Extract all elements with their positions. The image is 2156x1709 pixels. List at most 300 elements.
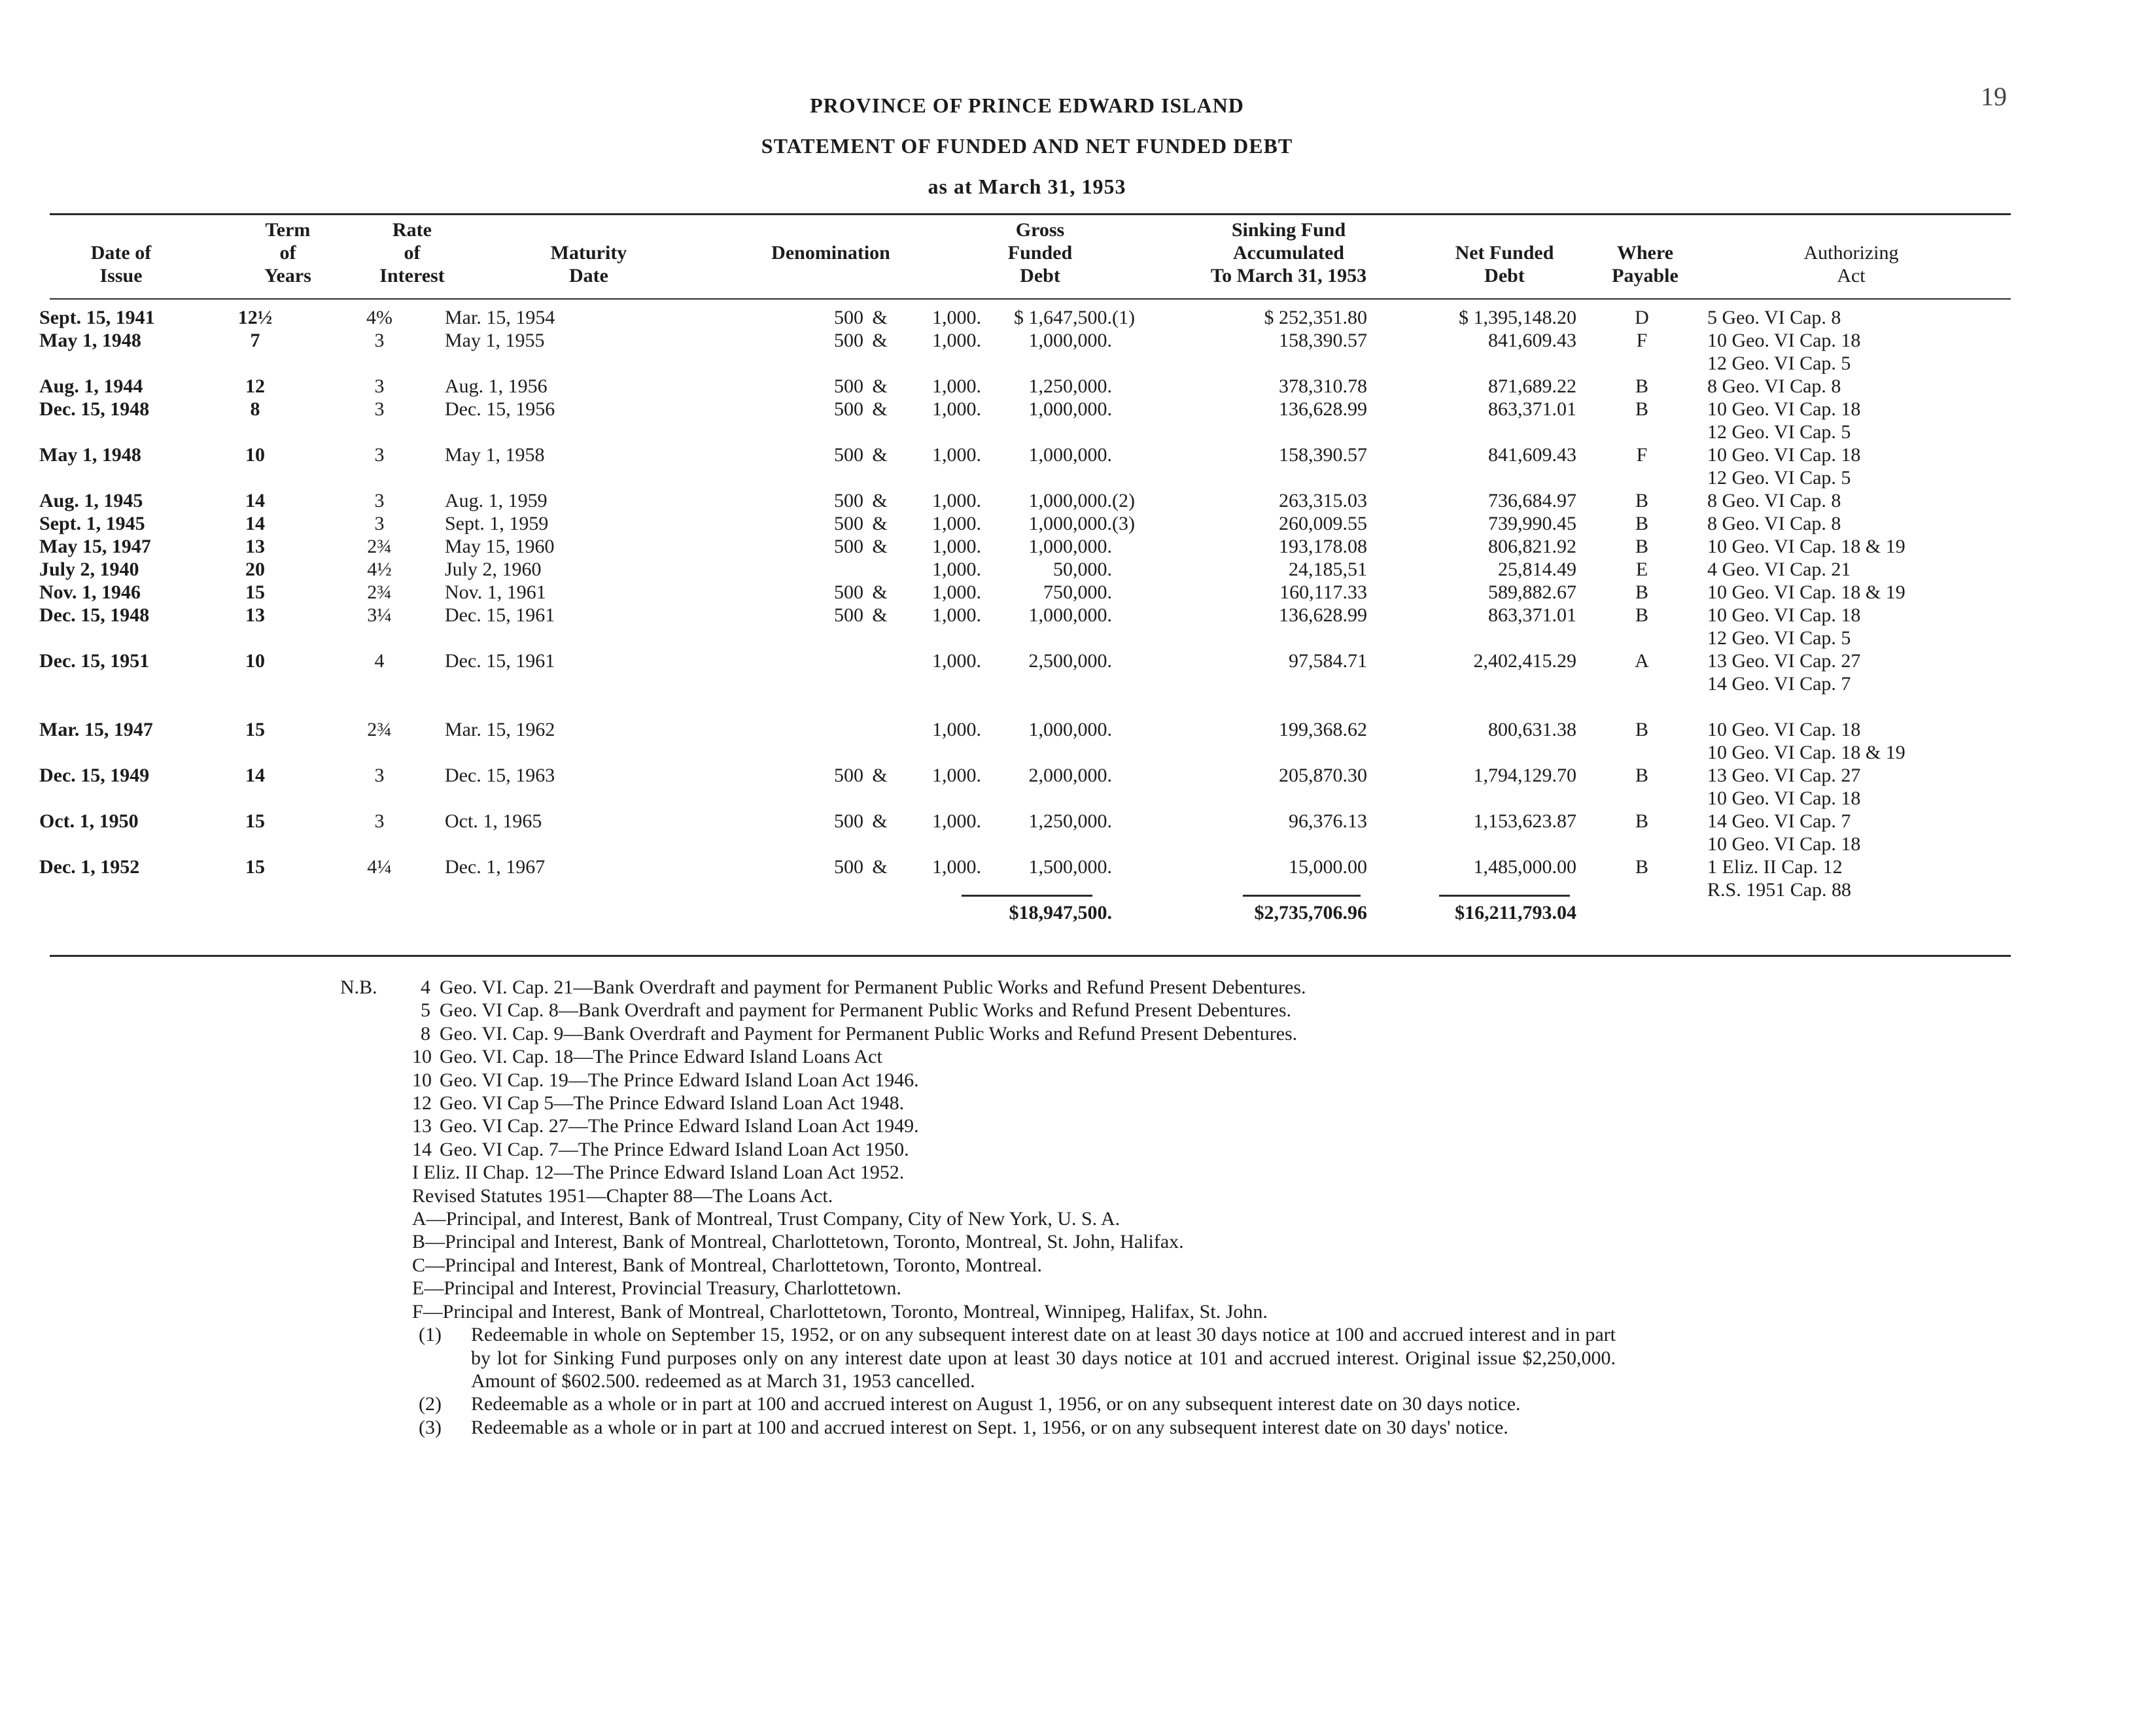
cell-maturity-text: Dec. 15, 1956	[445, 398, 555, 420]
cell-where-payable-text: E	[1635, 559, 1648, 580]
authorizing-act-line: 10 Geo. VI Cap. 18	[1707, 833, 1861, 855]
cell-gross-debt-text: 2,000,000.	[1028, 765, 1112, 786]
cell-rate-text: 4%	[366, 307, 392, 328]
cell-maturity-text: May 1, 1958	[445, 444, 545, 466]
cell-sinking-fund	[1177, 512, 1367, 535]
cell-gross-debt	[981, 558, 1112, 581]
table-row	[39, 649, 1943, 695]
cell-gross-debt-text: 50,000.	[1053, 559, 1112, 580]
cell-maturity-text: Dec. 15, 1963	[445, 765, 555, 786]
cell-footnote-ref	[1112, 695, 1177, 764]
cell-maturity-text: Aug. 1, 1956	[445, 375, 548, 397]
denomination-values	[628, 649, 981, 672]
cell-rate-text: 3	[374, 330, 385, 351]
denomination-small: 500	[834, 330, 863, 351]
footnote	[412, 1392, 1720, 1415]
authorizing-act-line: 10 Geo. VI Cap. 18 & 19	[1707, 742, 1905, 763]
footnote-text: Redeemable as a whole or in part at 100 and accrued interest on August 1, 1956, or on any subsequent interest date on 30 days notice.	[471, 1393, 1521, 1415]
cell-net-debt	[1367, 489, 1576, 512]
act-note-number: 14	[412, 1138, 432, 1160]
cell-sinking-fund-text: 96,376.13	[1289, 810, 1367, 832]
header-date-of-issue: Date of Issue	[90, 242, 152, 286]
cell-term	[196, 535, 314, 558]
cell-sinking-fund-text: 199,368.62	[1279, 719, 1367, 740]
cell-maturity	[445, 764, 628, 810]
cell-denomination	[628, 443, 981, 489]
cell-date-of-issue	[39, 764, 196, 810]
cell-gross-debt	[981, 329, 1112, 375]
cell-date-of-issue-text: Dec. 15, 1951	[39, 650, 150, 672]
totals-blank	[445, 901, 628, 924]
authorizing-act-line: 14 Geo. VI Cap. 7	[1707, 673, 1851, 695]
denomination-values	[628, 375, 981, 398]
act-note-line	[412, 976, 1720, 999]
cell-term	[196, 443, 314, 489]
act-note-number: 4	[421, 976, 430, 998]
cell-date-of-issue-text: Oct. 1, 1950	[39, 810, 139, 832]
header-where-payable: Where Payable	[1612, 242, 1678, 286]
cell-gross-debt-text: $ 1,647,500.	[1014, 307, 1112, 328]
cell-date-of-issue-text: Aug. 1, 1944	[39, 375, 143, 397]
cell-where-payable	[1576, 375, 1707, 398]
denomination-ampersand: &	[872, 810, 888, 832]
cell-denomination	[628, 558, 981, 581]
denomination-small: 500	[834, 810, 863, 832]
denomination-large: 1,000.	[932, 810, 981, 832]
cell-maturity	[445, 489, 628, 512]
cell-term-text: 12	[245, 375, 265, 397]
table-row	[39, 535, 1943, 558]
denomination-ampersand: &	[872, 765, 888, 786]
authorizing-act-line: 10 Geo. VI Cap. 18 & 19	[1707, 581, 1905, 603]
cell-term	[196, 398, 314, 443]
cell-date-of-issue-text: May 1, 1948	[39, 330, 141, 351]
cell-maturity	[445, 558, 628, 581]
cell-net-debt	[1367, 329, 1576, 375]
cell-where-payable-text: A	[1635, 650, 1649, 672]
cell-sinking-fund	[1177, 489, 1367, 512]
cell-rate	[314, 810, 445, 855]
cell-term-text: 10	[245, 650, 265, 672]
denomination-small: 500	[834, 513, 863, 534]
cell-where-payable	[1576, 855, 1707, 901]
cell-footnote-ref	[1112, 855, 1177, 901]
payment-notes	[347, 1161, 1720, 1323]
cell-date-of-issue	[39, 375, 196, 398]
cell-net-debt-text: 863,371.01	[1488, 604, 1576, 626]
cell-term	[196, 512, 314, 535]
header-top-rule	[50, 213, 2011, 215]
cell-sinking-fund	[1177, 535, 1367, 558]
cell-gross-debt-text: 1,000,000.	[1028, 330, 1112, 351]
title-statement: STATEMENT OF FUNDED AND NET FUNDED DEBT	[761, 134, 1293, 158]
cell-rate-text: 2¾	[367, 719, 392, 740]
cell-maturity-text: Nov. 1, 1961	[445, 581, 546, 603]
cell-gross-debt-text: 750,000.	[1043, 581, 1112, 603]
footnote	[412, 1416, 1720, 1439]
totals-blank	[314, 901, 445, 924]
cell-denomination	[628, 604, 981, 649]
header-denomination: Denomination	[771, 242, 890, 264]
note-line: B—Principal and Interest, Bank of Montreal, Charlottetown, Toronto, Montreal, St. John, Halifax.	[412, 1231, 1184, 1253]
denomination-small: 500	[834, 307, 863, 328]
act-note-line	[412, 1045, 1720, 1068]
cell-net-debt	[1367, 810, 1576, 855]
denomination-ampersand: &	[872, 856, 888, 878]
cell-rate-text: 3	[374, 513, 385, 534]
denomination-large: 1,000.	[932, 581, 981, 603]
page-number: 19	[1981, 82, 2007, 111]
cell-date-of-issue-text: Dec. 15, 1948	[39, 398, 150, 420]
cell-term	[196, 855, 314, 901]
cell-sinking-fund-text: 205,870.30	[1279, 765, 1367, 786]
denomination-small: 500	[834, 536, 863, 557]
authorizing-act-line: 5 Geo. VI Cap. 8	[1707, 307, 1841, 328]
cell-rate-text: 3	[374, 765, 385, 786]
cell-denomination	[628, 535, 981, 558]
cell-rate	[314, 443, 445, 489]
cell-where-payable-text: B	[1635, 581, 1648, 603]
cell-authorizing-act	[1707, 764, 1943, 810]
statement-titles	[0, 85, 2054, 207]
cell-where-payable	[1576, 604, 1707, 649]
cell-rate	[314, 512, 445, 535]
cell-sinking-fund-text: 193,178.08	[1279, 536, 1367, 557]
cell-date-of-issue-text: Sept. 15, 1941	[39, 307, 155, 328]
table-row	[39, 443, 1943, 489]
authorizing-act-line: 13 Geo. VI Cap. 27	[1707, 650, 1861, 672]
cell-where-payable	[1576, 581, 1707, 604]
act-note-text: Geo. VI Cap. 7—The Prince Edward Island Loan Act 1950.	[440, 1138, 909, 1160]
denomination-large: 1,000.	[932, 444, 981, 466]
cell-gross-debt	[981, 764, 1112, 810]
cell-term-text: 12½	[237, 307, 273, 328]
denomination-values	[628, 604, 981, 627]
cell-gross-debt-text: 1,250,000.	[1028, 375, 1112, 397]
cell-sinking-fund	[1177, 398, 1367, 443]
cell-date-of-issue	[39, 306, 196, 329]
denomination-small: 500	[834, 765, 863, 786]
cell-gross-debt-text: 2,500,000.	[1028, 650, 1112, 672]
cell-denomination	[628, 512, 981, 535]
cell-term-text: 14	[245, 765, 265, 786]
cell-where-payable-text: B	[1635, 765, 1648, 786]
cell-authorizing-act	[1707, 649, 1943, 695]
table-row	[39, 489, 1943, 512]
cell-sinking-fund	[1177, 329, 1367, 375]
cell-maturity	[445, 810, 628, 855]
cell-maturity-text: Sept. 1, 1959	[445, 513, 549, 534]
cell-term-text: 13	[245, 536, 265, 557]
denomination-ampersand: &	[872, 490, 888, 511]
cell-date-of-issue-text: May 1, 1948	[39, 444, 141, 466]
denomination-ampersand: &	[872, 604, 888, 626]
note-line: Revised Statutes 1951—Chapter 88—The Loans Act.	[412, 1184, 833, 1207]
cell-net-debt-text: 871,689.22	[1488, 375, 1576, 397]
authorizing-act-line: 12 Geo. VI Cap. 5	[1707, 627, 1851, 649]
authorizing-act-line: 8 Geo. VI Cap. 8	[1707, 513, 1841, 534]
authorizing-act-line: 10 Geo. VI Cap. 18	[1707, 330, 1861, 351]
cell-footnote-ref	[1112, 558, 1177, 581]
cell-gross-debt-text: 1,000,000.	[1028, 398, 1112, 420]
cell-where-payable	[1576, 810, 1707, 855]
cell-rate-text: 4	[374, 650, 385, 672]
cell-date-of-issue	[39, 604, 196, 649]
cell-where-payable	[1576, 398, 1707, 443]
act-note-line	[412, 1092, 1720, 1114]
cell-authorizing-act	[1707, 695, 1943, 764]
cell-maturity-text: Dec. 15, 1961	[445, 650, 555, 672]
cell-net-debt-text: 589,882.67	[1488, 581, 1576, 603]
cell-net-debt	[1367, 443, 1576, 489]
cell-net-debt-text: 863,371.01	[1488, 398, 1576, 420]
cell-date-of-issue-text: May 15, 1947	[39, 536, 151, 557]
cell-gross-debt	[981, 695, 1112, 764]
cell-where-payable	[1576, 443, 1707, 489]
cell-where-payable	[1576, 535, 1707, 558]
act-note-text: Geo. VI. Cap. 9—Bank Overdraft and Payment for Permanent Public Works and Refund Present Debentures.	[440, 1022, 1298, 1044]
cell-term-text: 7	[250, 330, 260, 351]
act-note-text: Geo. VI Cap. 19—The Prince Edward Island Loan Act 1946.	[440, 1069, 919, 1091]
cell-gross-debt-text: 1,000,000.	[1028, 513, 1112, 534]
cell-net-debt	[1367, 695, 1576, 764]
table-row	[39, 398, 1943, 443]
cell-gross-debt	[981, 512, 1112, 535]
header-term: Term of Years	[264, 219, 311, 286]
cell-maturity	[445, 695, 628, 764]
cell-footnote-ref	[1112, 398, 1177, 443]
cell-authorizing-act	[1707, 489, 1943, 512]
table-row	[39, 558, 1943, 581]
denomination-values	[628, 581, 981, 604]
cell-sinking-fund	[1177, 306, 1367, 329]
cell-where-payable	[1576, 512, 1707, 535]
cell-maturity-text: Mar. 15, 1954	[445, 307, 555, 328]
cell-date-of-issue-text: Dec. 15, 1948	[39, 604, 150, 626]
cell-where-payable-text: F	[1636, 330, 1648, 351]
act-spacer	[1707, 695, 1943, 718]
cell-rate-text: 3	[374, 375, 385, 397]
cell-rate-text: 3	[374, 810, 385, 832]
cell-date-of-issue	[39, 855, 196, 901]
cell-denomination	[628, 398, 981, 443]
total-net-debt: $16,211,793.04	[1455, 902, 1576, 924]
cell-where-payable	[1576, 695, 1707, 764]
authorizing-act-line: 8 Geo. VI Cap. 8	[1707, 375, 1841, 397]
footnote-text: Redeemable in whole on September 15, 1952, or on any subsequent interest date on at least 30 days notice at 100 and accrued interest and in part by lot for Sinking Fund purposes only on any interest date upon at least 30 days notice at 101 and accrued interest. Original issue $2,250,000. Amount of $602.500. redeemed as at March 31, 1953 cancelled.	[471, 1324, 1616, 1392]
cell-where-payable	[1576, 329, 1707, 375]
cell-rate	[314, 558, 445, 581]
cell-maturity-text: July 2, 1960	[445, 559, 542, 580]
authorizing-act-line: 10 Geo. VI Cap. 18	[1707, 719, 1861, 740]
cell-date-of-issue	[39, 398, 196, 443]
cell-footnote-ref	[1112, 329, 1177, 375]
table-row	[39, 581, 1943, 604]
cell-term	[196, 604, 314, 649]
cell-authorizing-act	[1707, 443, 1943, 489]
cell-authorizing-act	[1707, 855, 1943, 901]
denomination-large: 1,000.	[932, 536, 981, 557]
cell-term-text: 15	[245, 581, 265, 603]
authorizing-act-line: 10 Geo. VI Cap. 18	[1707, 398, 1861, 420]
cell-footnote-ref-text: (3)	[1112, 513, 1135, 534]
cell-sinking-fund-text: 136,628.99	[1279, 398, 1367, 420]
cell-sinking-fund	[1177, 695, 1367, 764]
cell-maturity	[445, 398, 628, 443]
cell-sinking-fund	[1177, 581, 1367, 604]
cell-where-payable-text: D	[1635, 307, 1649, 328]
header-bottom-rule	[50, 298, 2011, 300]
cell-maturity	[445, 512, 628, 535]
cell-term	[196, 581, 314, 604]
table-bottom-rule	[50, 955, 2011, 957]
total-gross-debt: $18,947,500.	[1009, 902, 1112, 924]
cell-footnote-ref	[1112, 810, 1177, 855]
denomination-large: 1,000.	[932, 765, 981, 786]
totals-blank	[628, 901, 981, 924]
cell-denomination	[628, 649, 981, 695]
cell-gross-debt	[981, 398, 1112, 443]
cell-maturity	[445, 855, 628, 901]
cell-term-text: 8	[250, 398, 260, 420]
denomination-small: 500	[834, 375, 863, 397]
cell-denomination	[628, 764, 981, 810]
cell-rate-text: 4¼	[367, 856, 392, 878]
denomination-large: 1,000.	[932, 490, 981, 511]
cell-gross-debt	[981, 489, 1112, 512]
note-line: A—Principal, and Interest, Bank of Montreal, Trust Company, City of New York, U. S. A.	[412, 1208, 1121, 1230]
table-row	[39, 329, 1943, 375]
cell-denomination	[628, 375, 981, 398]
authorizing-act-line: R.S. 1951 Cap. 88	[1707, 879, 1852, 901]
authorizing-act-line: 4 Geo. VI Cap. 21	[1707, 559, 1851, 580]
act-note-number: 12	[412, 1092, 432, 1114]
cell-footnote-ref	[1112, 535, 1177, 558]
cell-net-debt	[1367, 649, 1576, 695]
cell-maturity-text: May 15, 1960	[445, 536, 555, 557]
cell-gross-debt-text: 1,000,000.	[1028, 604, 1112, 626]
cell-where-payable-text: B	[1635, 536, 1648, 557]
cell-maturity	[445, 329, 628, 375]
cell-authorizing-act	[1707, 581, 1943, 604]
cell-rate	[314, 695, 445, 764]
cell-footnote-ref	[1112, 581, 1177, 604]
table-row	[39, 695, 1943, 764]
cell-gross-debt	[981, 649, 1112, 695]
cell-rate-text: 3	[374, 398, 385, 420]
cell-gross-debt	[981, 306, 1112, 329]
cell-denomination	[628, 855, 981, 901]
cell-net-debt	[1367, 764, 1576, 810]
cell-date-of-issue	[39, 810, 196, 855]
cell-rate	[314, 398, 445, 443]
denomination-small: 500	[834, 490, 863, 511]
cell-date-of-issue	[39, 512, 196, 535]
totals-row	[39, 901, 1943, 924]
cell-denomination	[628, 489, 981, 512]
header-authorizing-act: Authorizing Act	[1803, 242, 1899, 286]
denomination-small: 500	[834, 604, 863, 626]
cell-net-debt-text: 841,609.43	[1488, 330, 1576, 351]
nb-label: N.B.	[340, 976, 377, 998]
denomination-large: 1,000.	[932, 330, 981, 351]
cell-rate-text: 3	[374, 490, 385, 511]
header-rate: Rate of Interest	[379, 219, 445, 286]
cell-maturity-text: Dec. 15, 1961	[445, 604, 555, 626]
denomination-large: 1,000.	[932, 856, 981, 878]
act-note-number: 13	[412, 1115, 432, 1137]
cell-footnote-ref	[1112, 306, 1177, 329]
denomination-ampersand: &	[872, 581, 888, 603]
cell-net-debt-text: 739,990.45	[1488, 513, 1576, 534]
authorizing-act-line: 12 Geo. VI Cap. 5	[1707, 467, 1851, 489]
cell-sinking-fund	[1177, 443, 1367, 489]
act-note-number: 10	[412, 1046, 432, 1068]
cell-gross-debt	[981, 443, 1112, 489]
cell-net-debt-text: 1,794,129.70	[1473, 765, 1576, 786]
denomination-ampersand: &	[872, 375, 888, 397]
authorizing-act-line: 10 Geo. VI Cap. 18	[1707, 604, 1861, 626]
cell-gross-debt-text: 1,500,000.	[1028, 856, 1112, 878]
act-note-line	[412, 999, 1720, 1022]
footnotes	[347, 1323, 1720, 1439]
cell-sinking-fund-text: 136,628.99	[1279, 604, 1367, 626]
denomination-values	[628, 764, 981, 787]
cell-maturity	[445, 604, 628, 649]
cell-rate	[314, 581, 445, 604]
totals-blank	[196, 901, 314, 924]
cell-where-payable-text: F	[1636, 444, 1648, 466]
cell-net-debt-text: 25,814.49	[1498, 559, 1576, 580]
cell-maturity	[445, 649, 628, 695]
authorizing-act-line: 8 Geo. VI Cap. 8	[1707, 490, 1841, 511]
act-note-line	[412, 1069, 1720, 1092]
cell-maturity	[445, 535, 628, 558]
cell-net-debt	[1367, 535, 1576, 558]
cell-footnote-ref	[1112, 764, 1177, 810]
cell-net-debt	[1367, 558, 1576, 581]
cell-rate	[314, 306, 445, 329]
note-line: I Eliz. II Chap. 12—The Prince Edward Island Loan Act 1952.	[412, 1162, 905, 1184]
cell-term	[196, 764, 314, 810]
cell-rate	[314, 535, 445, 558]
cell-net-debt	[1367, 581, 1576, 604]
denomination-small: 500	[834, 856, 863, 878]
authorizing-act-line: 12 Geo. VI Cap. 5	[1707, 421, 1851, 443]
denomination-values	[628, 512, 981, 535]
cell-rate	[314, 329, 445, 375]
footnote-mark: (1)	[419, 1324, 442, 1346]
act-note-number: 8	[421, 1022, 430, 1044]
act-note-number: 5	[421, 999, 430, 1022]
denomination-ampersand: &	[872, 307, 888, 328]
cell-term-text: 15	[245, 810, 265, 832]
footnote-mark: (2)	[419, 1393, 442, 1415]
cell-authorizing-act	[1707, 398, 1943, 443]
cell-rate-text: 2¾	[367, 536, 392, 557]
denomination-values	[628, 489, 981, 512]
footnote-mark: (3)	[419, 1416, 442, 1438]
cell-footnote-ref	[1112, 604, 1177, 649]
cell-term	[196, 489, 314, 512]
cell-rate	[314, 375, 445, 398]
denomination-values	[628, 718, 981, 741]
cell-where-payable	[1576, 764, 1707, 810]
cell-authorizing-act	[1707, 329, 1943, 375]
cell-where-payable-text: B	[1635, 810, 1648, 832]
act-note-text: Geo. VI Cap. 27—The Prince Edward Island Loan Act 1949.	[440, 1115, 919, 1137]
cell-net-debt	[1367, 604, 1576, 649]
